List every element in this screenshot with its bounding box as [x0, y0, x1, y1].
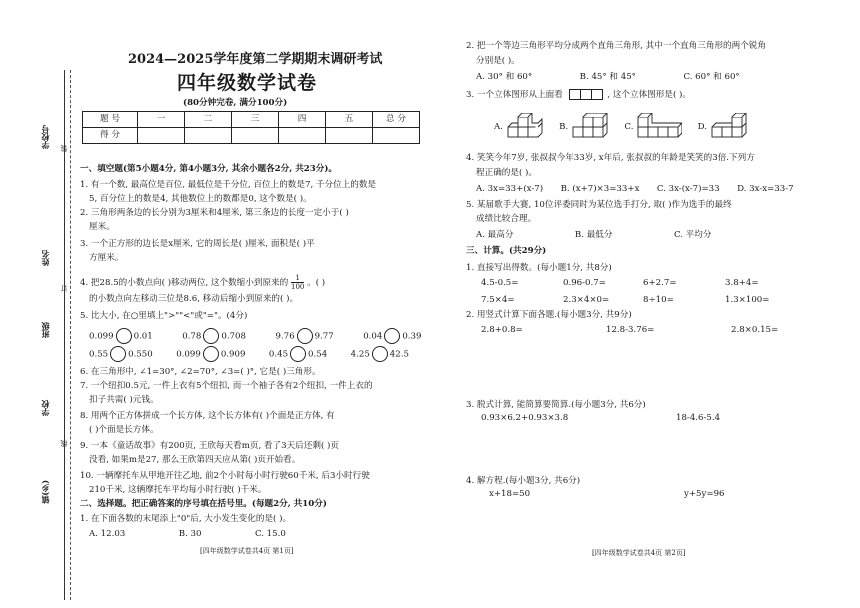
option[interactable]: A. 3x=33+(x-7): [476, 184, 544, 194]
compare-value: 9.76: [275, 331, 295, 342]
option[interactable]: C. 15.0: [254, 529, 286, 539]
question-text: 1. 有一个数, 最高位是百位, 最低位是千分位, 百位上的数是7, 千分位上的数是: [80, 180, 377, 190]
exam-note: (80分钟完卷, 满分100分): [183, 98, 288, 108]
question-text: 9. 一本《童话故事》有200页, 王欣每天看m页, 看了3天后还剩( )页: [80, 441, 339, 451]
cube-figure-d-icon: [710, 113, 748, 141]
question-text: 1. 直接写出得数。(每小题1分, 共8分): [466, 263, 612, 273]
question-text: 程正确的是( )。: [476, 168, 537, 178]
cut-line: [70, 70, 71, 600]
question-text: 210千米, 这辆摩托车平均每小时行驶( )千米。: [89, 485, 267, 495]
solid-options: [494, 113, 748, 141]
option[interactable]: C. 60° 和 60°: [683, 72, 740, 82]
option[interactable]: B.: [559, 121, 569, 132]
question-text: 5. 某届歌手大赛, 10位评委同时为某位选手打分, 取( )作为选手的最终: [466, 200, 732, 210]
question-text: 10. 一辆摩托车从甲地开往乙地, 前2个小时每小时行驶60千米, 后3小时行驶: [80, 471, 370, 481]
calc-row: [481, 278, 811, 289]
option-row: [476, 72, 740, 83]
equation-row: [489, 489, 809, 500]
question-text: 2. 三角形两条边的长分别为3厘米和4厘米, 第三条边的长度一定小于( ): [80, 208, 349, 218]
compare-circle[interactable]: [297, 328, 313, 344]
calc-item: 7.5×4=: [481, 294, 515, 305]
cube-figure-a-icon: [506, 113, 544, 141]
score-table-header: 三: [232, 112, 279, 128]
option[interactable]: B. 30: [178, 529, 202, 539]
question-text: [80, 274, 325, 291]
year-title: 2024—2025学年度第二学期期末调研考试: [128, 52, 383, 67]
calc-item: 2.8+0.8=: [481, 325, 523, 335]
question-text: 方厘米。: [89, 253, 124, 263]
equation: x+18=50: [489, 489, 531, 499]
compare-value: 0.550: [128, 349, 153, 360]
binding-label-town: 镇(乡): [40, 480, 50, 504]
question-text-part: 4. 把28.5的小数点向( )移动两位, 这个数缩小到原来的: [80, 278, 289, 288]
score-table-header: 二: [185, 112, 232, 128]
binding-mark: 订: [60, 285, 68, 292]
footer-page-1: [四年级数学试卷共4页 第1页]: [200, 547, 294, 555]
question-text: 2. 用竖式计算下面各题.(每小题3分, 共9分): [466, 310, 632, 320]
section-1-title: 一、填空题(第5小题4分, 第4小题3分, 其余小题各2分, 共23分)。: [80, 164, 338, 174]
compare-circle[interactable]: [203, 328, 219, 344]
question-text: 3. 一个正方形的边长是x厘米, 它的周长是( )厘米, 面积是( )平: [80, 239, 315, 249]
calc-item: 3.8+4=: [725, 278, 759, 288]
score-cell[interactable]: [232, 128, 279, 144]
option[interactable]: B. 45° 和 45°: [579, 72, 636, 82]
question-text: 6. 在三角形中, ∠1=30°, ∠2=70°, ∠3=( )°, 它是( )三角形。: [80, 367, 321, 377]
compare-value: 0.708: [221, 331, 246, 342]
score-table-header: 一: [138, 112, 185, 128]
compare-value: 9.77: [314, 331, 334, 342]
score-cell[interactable]: [185, 128, 232, 144]
option[interactable]: B. 最低分: [574, 230, 613, 240]
step-calc-row: [481, 413, 811, 424]
question-text: 4. 解方程.(每小题3分, 共6分): [466, 476, 581, 486]
option[interactable]: C. 3x-(x-7)=33: [656, 184, 720, 194]
question-text: 成绩比较合理。: [476, 214, 537, 224]
footer-page-2: [四年级数学试卷共4页 第2页]: [592, 549, 686, 557]
calc-item: 1.3×100=: [725, 294, 770, 305]
score-table-header: 五: [326, 112, 373, 128]
option[interactable]: C. 平均分: [673, 230, 712, 240]
question-text: ( )个面是长方体。: [89, 425, 159, 435]
question-text: 7. 一个纽扣0.5元, 一件上衣有5个纽扣, 而一个袖子各有2个纽扣, 一件上衣的: [80, 381, 373, 391]
compare-value: 0.39: [402, 331, 422, 342]
compare-circle[interactable]: [203, 346, 219, 362]
calc-item: 8÷10=: [643, 294, 674, 305]
section-3-title: 三、计算。(共29分): [466, 246, 547, 256]
question-text: 5. 比大小, 在○里填上">""<"或"="。(4分): [80, 311, 248, 321]
score-cell[interactable]: [138, 128, 185, 144]
compare-value: 0.45: [268, 349, 289, 360]
compare-value: 4.25: [350, 349, 370, 360]
compare-value: 0.55: [89, 349, 109, 360]
compare-value: 0.78: [182, 331, 202, 342]
fraction: $\frac{1}{100}$: [290, 274, 305, 291]
calc-item: 2.3×4×0=: [563, 294, 610, 305]
question-text-part: , 这个立体图形是( )。: [607, 90, 691, 100]
calc-item: 12.8-3.76=: [606, 325, 655, 335]
compare-row: [89, 346, 409, 362]
compare-value: 0.099: [89, 331, 114, 342]
calc-item: 18-4.6-5.4: [676, 413, 721, 423]
score-table: [82, 111, 420, 144]
option[interactable]: D.: [697, 121, 707, 132]
question-text: 3. 脱式计算, 能简算要简算.(每小题3分, 共6分): [466, 400, 646, 410]
question-text: 5, 百分位上的数是4, 其他数位上的数都是0, 这个数是( )。: [89, 194, 312, 204]
compare-circle[interactable]: [116, 328, 132, 344]
binding-label-school: 学校: [40, 400, 50, 416]
direct-calc-grid: [481, 278, 811, 305]
calc-row: [481, 295, 811, 306]
calc-item: 0.96-0.7=: [563, 278, 606, 288]
compare-value: 0.099: [176, 349, 201, 360]
compare-row: [89, 328, 421, 344]
cube-figure-c-icon: [636, 113, 682, 141]
calc-item: 4.5-0.5=: [481, 278, 519, 288]
question-text: 的小数点向左移动三位是8.6, 移动后缩小到原来的( )。: [89, 294, 299, 304]
vertical-calc-row: [481, 325, 811, 336]
option[interactable]: A. 12.03: [89, 529, 126, 539]
question-text: 分别是( )。: [476, 56, 520, 66]
option[interactable]: B. (x+7)×3=33+x: [560, 184, 640, 194]
equation: y+5y=96: [684, 489, 725, 499]
question-text: 厘米。: [89, 222, 115, 232]
question-text: 扣子共需( )元钱。: [89, 395, 159, 405]
score-table-header: 四: [279, 112, 326, 128]
question-text: [466, 89, 691, 101]
cube-figure-b-icon: [571, 113, 609, 141]
compare-circle[interactable]: [290, 346, 306, 362]
binding-strip: [0, 60, 75, 600]
option[interactable]: A.: [494, 121, 503, 132]
question-text: 8. 用两个正方体拼成一个长方体, 这个长方体有( )个面是正方体, 有: [80, 411, 335, 421]
top-view-icon: [569, 89, 602, 101]
compare-value: 0.01: [133, 331, 153, 342]
option[interactable]: A. 30° 和 60°: [476, 72, 533, 82]
compare-value: 0.909: [220, 349, 246, 360]
main-title: 四年级数学试卷: [177, 72, 318, 94]
calc-item: 6+2.7=: [643, 278, 677, 288]
score-table-header: 总 分: [373, 112, 420, 128]
binding-label-exam-no: 学校号: [40, 125, 50, 149]
calc-item: 0.93×6.2+0.93×3.8: [481, 413, 569, 423]
question-text-part: 3. 一个立体图形从上面看: [466, 90, 563, 100]
compare-circle[interactable]: [384, 328, 400, 344]
option-row: [476, 184, 794, 195]
question-text-part: 。( ): [307, 278, 326, 288]
question-text: 4. 笑笑今年7岁, 张叔叔今年33岁, x年后, 张叔叔的年龄是笑笑的3倍.下列方: [466, 153, 755, 163]
score-table-header: 题 号: [83, 112, 138, 128]
score-table-row-label: 得 分: [83, 128, 138, 144]
score-cell[interactable]: [279, 128, 326, 144]
compare-value: 0.04: [363, 331, 383, 342]
option[interactable]: D. 3x-x=33-7: [737, 184, 794, 194]
score-cell[interactable]: [373, 128, 420, 144]
question-text: 1. 在下面各数的末尾添上"0"后, 大小发生变化的是( )。: [80, 514, 292, 524]
option-row: [476, 230, 711, 241]
compare-value: 42.5: [389, 349, 409, 360]
option[interactable]: A. 最高分: [476, 230, 514, 240]
option-row: [89, 529, 286, 540]
binding-mark: 线: [60, 440, 68, 447]
option[interactable]: C.: [624, 121, 634, 132]
compare-circle[interactable]: [110, 346, 126, 362]
compare-circle[interactable]: [372, 346, 388, 362]
binding-label-name: 姓名: [40, 250, 50, 266]
score-cell[interactable]: [326, 128, 373, 144]
question-text: 2. 把一个等边三角形平均分成两个直角三角形, 其中一个直角三角形的两个锐角: [466, 41, 766, 51]
question-text: 没看, 如果m是27, 那么王欣第四天应从第( )页开始看。: [89, 455, 301, 465]
binding-label-class: 班级: [40, 322, 50, 338]
section-2-title: 二、选择题。把正确答案的序号填在括号里。(每题2分, 共10分): [80, 499, 327, 509]
compare-value: 0.54: [308, 349, 328, 360]
calc-item: 2.8×0.15=: [731, 325, 779, 335]
binding-mark: 装: [60, 145, 68, 152]
